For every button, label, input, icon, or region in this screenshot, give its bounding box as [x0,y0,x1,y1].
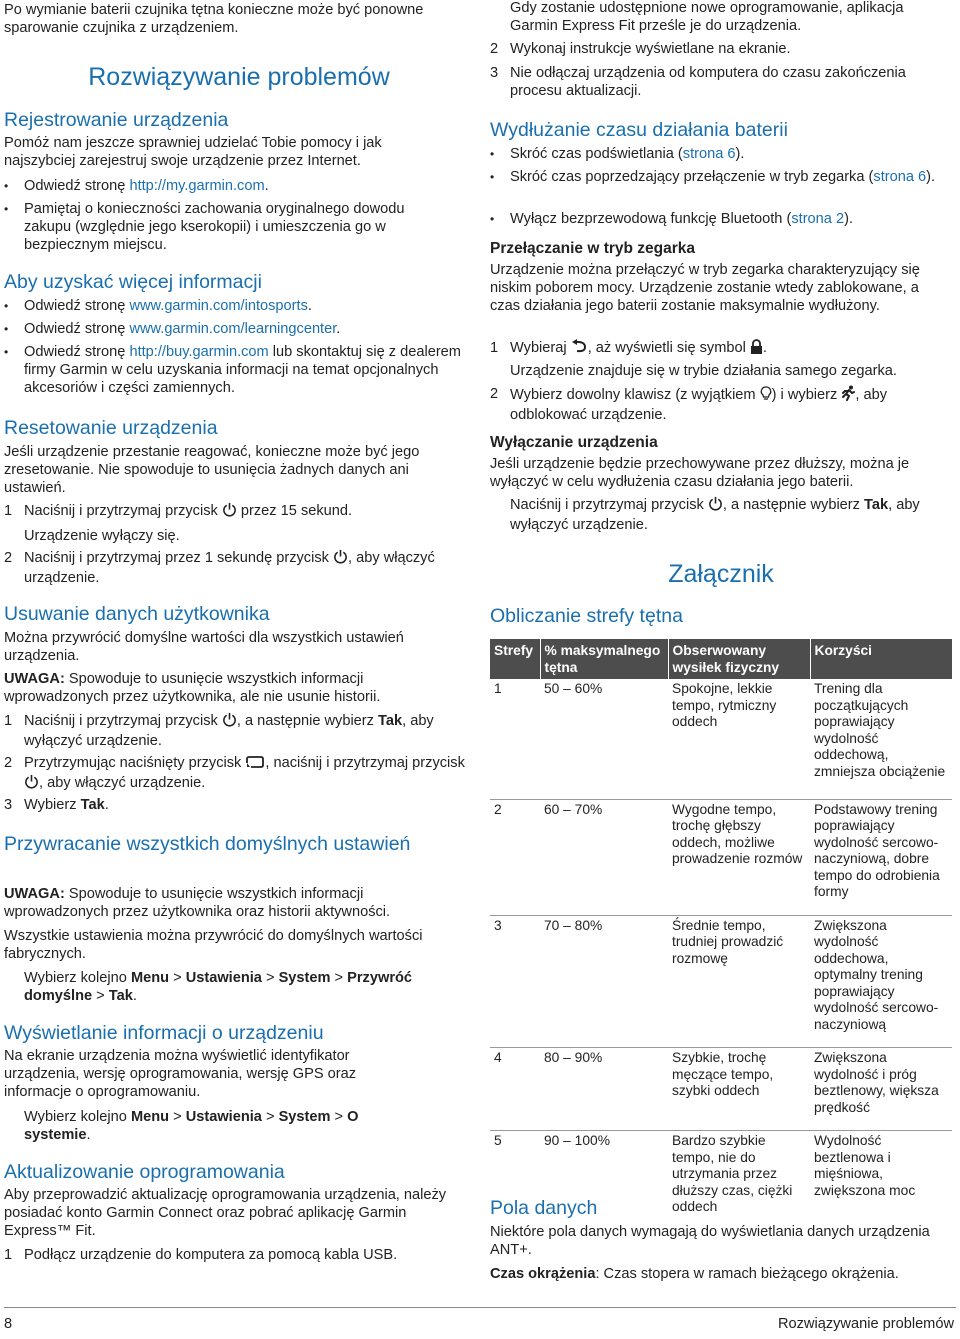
battery-bullet-2: • Skróć czas poprzedzający przełączenie w tryb zegarka (strona 6). [490,168,950,186]
table-row [490,1048,952,1131]
footer-divider [4,1307,956,1308]
power-icon [222,502,237,522]
section-title-defaults: Przywracanie wszystkich domyślnych ustawień [4,833,411,855]
update-step-1: 1 Podłącz urządzenie do komputera za pomocą kabla USB. [4,1247,398,1263]
column-header: Korzyści [810,639,952,679]
table-cell: Zwiększona wydolność oddechowa, optymalny trening poprawiający wydolność sercowo-naczyniową [810,915,952,1048]
battery-bullet-1: • Skróć czas podświetlania (strona 6). [490,145,744,163]
page-number: 8 [4,1316,13,1332]
table-cell: 2 [490,799,540,915]
fields-body: Niektóre pola danych wymagają do wyświetlania danych urządzenia ANT+. [490,1224,930,1258]
userdata-step-2: 2 Przytrzymując naciśnięty przycisk , naciśnij i przytrzymaj przycisk , aby włączyć urządzenie. [4,754,474,794]
section-title-registration: Rejestrowanie urządzenia [4,109,229,131]
intro-paragraph: Po wymianie baterii czujnika tętna konieczne może być ponowne sparowanie czujnika z urządzeniem. [4,2,424,36]
subsection-title-power-off: Wyłączanie urządzenia [490,434,658,451]
table-cell: 90 – 100% [540,1131,668,1230]
link-intosports[interactable]: www.garmin.com/intosports [129,298,308,314]
registration-bullet-1: • Odwiedź stronę http://my.garmin.com. [4,177,464,195]
table-row [490,799,952,915]
watchmode-step-1: 1 Wybieraj , aż wyświetli się symbol . [490,339,767,359]
power-icon [222,712,237,732]
table-row [490,915,952,1048]
table-cell: Średnie tempo, trudniej prowadzić rozmowę [668,915,810,1048]
power-icon [708,496,723,516]
table-cell: Podstawowy trening poprawiający wydolność sercowo-naczyniową, dobre tempo do odrobienia formy [810,799,952,915]
link-strona-6[interactable]: strona 6 [682,146,736,162]
heart-rate-zones-table [490,639,952,1230]
table-cell: 3 [490,915,540,1048]
table-cell: 60 – 70% [540,799,668,915]
update-step-2: 2 Wykonaj instrukcje wyświetlane na ekranie. [490,41,791,57]
userdata-note: UWAGA: Spowoduje to usunięcie wszystkich informacji wprowadzonych przez użytkownika, ale nie usunie historii. [4,671,381,705]
table-cell: Spokojne, lekkie tempo, rytmiczny oddech [672,681,777,729]
userdata-step-3: 3 Wybierz Tak. [4,797,109,813]
devinfo-path: Wybierz kolejno Menu > Ustawienia > System > O systemie. [24,1109,359,1143]
userdata-step-1: 1 Naciśnij i przytrzymaj przycisk , a następnie wybierz Tak, aby wyłączyć urządzenie. [4,713,434,749]
column-header: % maksymalnego tętna [540,639,668,679]
section-title-software-update: Aktualizowanie oprogramowania [4,1161,285,1183]
power-icon [333,549,348,569]
battery-bullet-3: • Wyłącz bezprzewodową funkcję Bluetooth (strona 2). [490,210,853,228]
watchmode-body: Urządzenie można przełączyć w tryb zegarka charakteryzujący się niskim poborem mocy. Urządzenie zostanie wtedy zablokowane, a czas działania jego baterii zostanie maksymalnie wydłużony. [490,262,920,314]
section-title-data-fields: Pola danych [490,1197,598,1219]
poweroff-body: Jeśli urządzenie będzie przechowywane przez dłuższy, można je wyłączyć w celu wydłużenia czasu działania jego baterii. [490,456,910,490]
defaults-note: UWAGA: Spowoduje to usunięcie wszystkich informacji wprowadzonych przez użytkownika oraz historii aktywności. [4,886,391,920]
table-cell: Trening dla początkujących poprawiający wydolność oddechową, zmniejsza obciążenie [814,681,946,779]
link-strona-2[interactable]: strona 2 [791,211,845,227]
update-body: Aby przeprowadzić aktualizację oprogramowania urządzenia, należy posiadać konto Garmin Connect oraz pobrać aplikację Garmin Express™ Fit. [4,1187,447,1239]
runner-icon [841,385,855,406]
section-title-battery: Wydłużanie czasu działania baterii [490,119,788,141]
userdata-body: Można przywrócić domyślne wartości dla wszystkich ustawień urządzenia. [4,630,404,664]
table-cell: Zwiększona wydolność i próg beztlenowy, większa prędkość [810,1048,952,1131]
table-cell: 70 – 80% [540,915,668,1048]
section-title-user-data: Usuwanie danych użytkownika [4,603,270,625]
reset-step-1-note: Urządzenie wyłączy się. [24,528,180,544]
section-title-more-info: Aby uzyskać więcej informacji [4,271,262,293]
link-learningcenter[interactable]: www.garmin.com/learningcenter [129,321,337,337]
table-cell: Szybkie, trochę męczące tempo, szybki oddech [668,1048,810,1131]
footer-section-title: Rozwiązywanie problemów [777,1316,954,1332]
table-cell: 4 [490,1048,540,1131]
table-cell: Wydolność beztlenowa i mięśniowa, zwiększona moc [810,1131,952,1230]
section-title-heart-rate-zones: Obliczanie strefy tętna [490,605,683,627]
appendix-title: Załącznik [668,560,774,588]
defaults-path: Wybierz kolejno Menu > Ustawienia > System > Przywróć domyślne > Tak. [24,970,413,1004]
back-lap-icon [245,755,265,774]
table-cell: Bardzo szybkie tempo, nie do utrzymania przez dłuższy czas, ciężki oddech [668,1131,810,1230]
table-cell: 5 [490,1131,540,1230]
devinfo-body: Na ekranie urządzenia można wyświetlić identyfikator urządzenia, wersję oprogramowania, wersję GPS oraz informacje o oprogramowaniu. [4,1048,357,1100]
section-title-reset: Resetowanie urządzenia [4,417,218,439]
back-arrow-icon [571,339,588,359]
power-icon [24,774,39,794]
section-title-device-info: Wyświetlanie informacji o urządzeniu [4,1022,324,1044]
info-bullet-2: • Odwiedź stronę www.garmin.com/learningcenter. [4,320,340,338]
column-header: Obserwowany wysiłek fizyczny [668,639,810,679]
table-row [490,679,952,799]
update-step-3: 3 Nie odłączaj urządzenia od komputera do czasu zakończenia procesu aktualizacji. [490,65,906,99]
field-lap-time: Czas okrążenia: Czas stopera w ramach bieżącego okrążenia. [490,1266,899,1282]
reset-step-1: 1 Naciśnij i przytrzymaj przycisk przez 15 sekund. [4,502,464,522]
column-header: Strefy [490,639,540,679]
link-buy-garmin[interactable]: http://buy.garmin.com [129,344,269,360]
table-cell: 80 – 90% [540,1048,668,1131]
table-cell: 1 [494,681,502,696]
link-strona-6[interactable]: strona 6 [873,169,927,185]
registration-body: Pomóż nam jeszcze sprawniej udzielać Tobie pomocy i jak najszybciej zarejestruj swoje urządzenie przez Internet. [4,135,382,169]
reset-body: Jeśli urządzenie przestanie reagować, konieczne może być jego zresetowanie. Nie spowoduje to usunięcia żadnych danych ani ustawień. [4,444,420,496]
registration-bullet-2: • Pamiętaj o konieczności zachowania oryginalnego dowodu zakupu (względnie jego kserokopii) i umieszczenia go w bezpiecznym miejscu. [4,200,444,254]
table-cell: Wygodne tempo, trochę głębszy oddech, możliwe prowadzenie rozmów [668,799,810,915]
info-bullet-3: • Odwiedź stronę http://buy.garmin.com lub skontaktuj się z dealerem firmy Garmin w celu uzyskania informacji na temat opcjonalnych akcesoriów i części zamiennych. [4,343,464,397]
lock-icon [750,339,763,359]
watchmode-step-2: 2 Wybierz dowolny klawisz (z wyjątkiem ) i wybierz , aby odblokować urządzenie. [490,386,888,423]
poweroff-instruction: Naciśnij i przytrzymaj przycisk , a następnie wybierz Tak, aby wyłączyć urządzenie. [510,497,920,533]
table-header-row [490,639,952,679]
info-bullet-1: • Odwiedź stronę www.garmin.com/intosports. [4,297,312,315]
watchmode-step-1-note: Urządzenie znajduje się w trybie działania samego zegarka. [510,363,897,379]
update-continued: Gdy zostanie udostępnione nowe oprogramowanie, aplikacja Garmin Express Fit prześle je do urządzenia. [510,0,904,34]
defaults-body: Wszystkie ustawienia można przywrócić do domyślnych wartości fabrycznych. [4,928,423,962]
page-title: Rozwiązywanie problemów [88,63,390,91]
subsection-title-watch-mode: Przełączanie w tryb zegarka [490,240,696,257]
link-my-garmin[interactable]: http://my.garmin.com [129,178,265,194]
light-bulb-icon [760,386,772,406]
reset-step-2: 2 Naciśnij i przytrzymaj przez 1 sekundę przycisk , aby włączyć urządzenie. [4,550,435,586]
table-cell: 50 – 60% [544,681,603,696]
